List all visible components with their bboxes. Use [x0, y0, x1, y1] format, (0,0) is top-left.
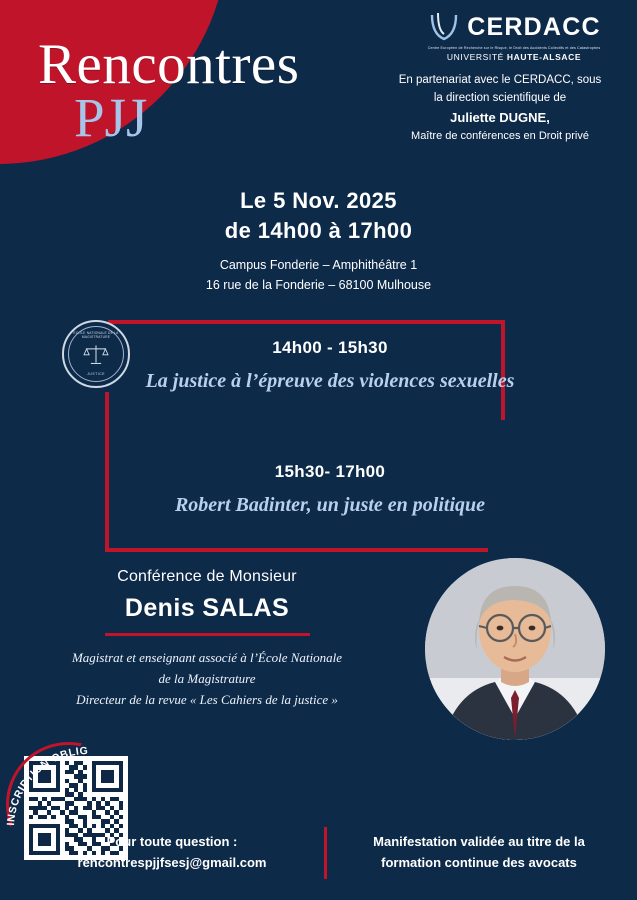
partner-line1: En partenariat avec le CERDACC, sous	[398, 74, 602, 86]
speaker-description	[18, 648, 396, 710]
footer-validation-line2: formation continue des avocats	[381, 855, 577, 870]
title-main: Rencontres	[38, 33, 300, 96]
program-slot-1-time: 14h00 - 15h30	[272, 338, 388, 357]
logo-tagline: Centre Européen de Recherche sur le Risque, le Droit des Accidents Collectifs et des Catastrophes	[427, 46, 601, 50]
inscription-badge-label: INSCRIPTION OBLIGATOIRE	[1, 733, 89, 826]
cerdacc-logo	[409, 10, 619, 62]
event-venue-block	[0, 255, 637, 295]
program-slot-1	[130, 338, 530, 395]
speaker-desc-line3: Directeur de la revue « Les Cahiers de la justice »	[76, 691, 338, 707]
enm-seal-icon	[62, 320, 130, 388]
speaker-block	[18, 568, 396, 710]
program-slot-1-title: La justice à l’épreuve des violences sexuelles	[145, 370, 515, 392]
footer-contact	[0, 832, 324, 874]
partner-director-role: Maître de conférences en Droit privé	[411, 129, 589, 142]
event-date: Le 5 Nov. 2025	[240, 188, 397, 213]
poster-title	[38, 33, 388, 148]
cerdacc-mark-icon	[427, 10, 461, 44]
event-venue: Campus Fonderie – Amphithéâtre 1	[219, 258, 418, 273]
title-sub: PJJ	[74, 87, 148, 148]
poster-footer	[0, 824, 637, 882]
speaker-portrait	[425, 558, 605, 740]
program-slot-2	[130, 462, 530, 519]
scales-icon	[83, 342, 109, 366]
event-address: 16 rue de la Fonderie – 68100 Mulhouse	[205, 278, 432, 293]
program-slot-2-title: Robert Badinter, un juste en politique	[174, 494, 486, 516]
logo-university-name: HAUTE-ALSACE	[506, 52, 582, 63]
speaker-intro: Conférence de Monsieur	[117, 568, 297, 585]
speaker-divider	[105, 633, 310, 636]
footer-validation	[327, 832, 637, 874]
logo-university	[409, 52, 619, 62]
event-time: de 14h00 à 17h00	[224, 217, 413, 243]
footer-contact-line1: Pour toute question :	[106, 834, 238, 850]
speaker-name: Denis SALAS	[124, 594, 290, 622]
program-section	[0, 310, 637, 560]
footer-validation-line1: Manifestation validée au titre de la	[373, 834, 585, 850]
seal-top-text: ECOLE NATIONALE DE LA MAGISTRATURE	[73, 331, 119, 339]
seal-inner	[68, 326, 124, 382]
partner-note	[375, 72, 625, 145]
speaker-desc-line2: de la Magistrature	[158, 670, 256, 686]
partner-director-name: Juliette DUGNE,	[450, 109, 550, 125]
speaker-desc-line1: Magistrat et enseignant associé à l’École Nationale	[71, 650, 343, 665]
seal-bottom-text: JUSTICE	[87, 372, 105, 376]
partner-line2: la direction scientifique de	[433, 91, 567, 104]
logo-row	[409, 10, 619, 44]
event-details	[0, 186, 637, 295]
logo-university-prefix: UNIVERSITÉ	[446, 52, 507, 63]
program-slot-2-time: 15h30- 17h00	[274, 462, 386, 481]
footer-contact-email[interactable]: rencontrespjjfsesj@gmail.com	[77, 855, 267, 870]
logo-text: CERDACC	[467, 12, 601, 41]
